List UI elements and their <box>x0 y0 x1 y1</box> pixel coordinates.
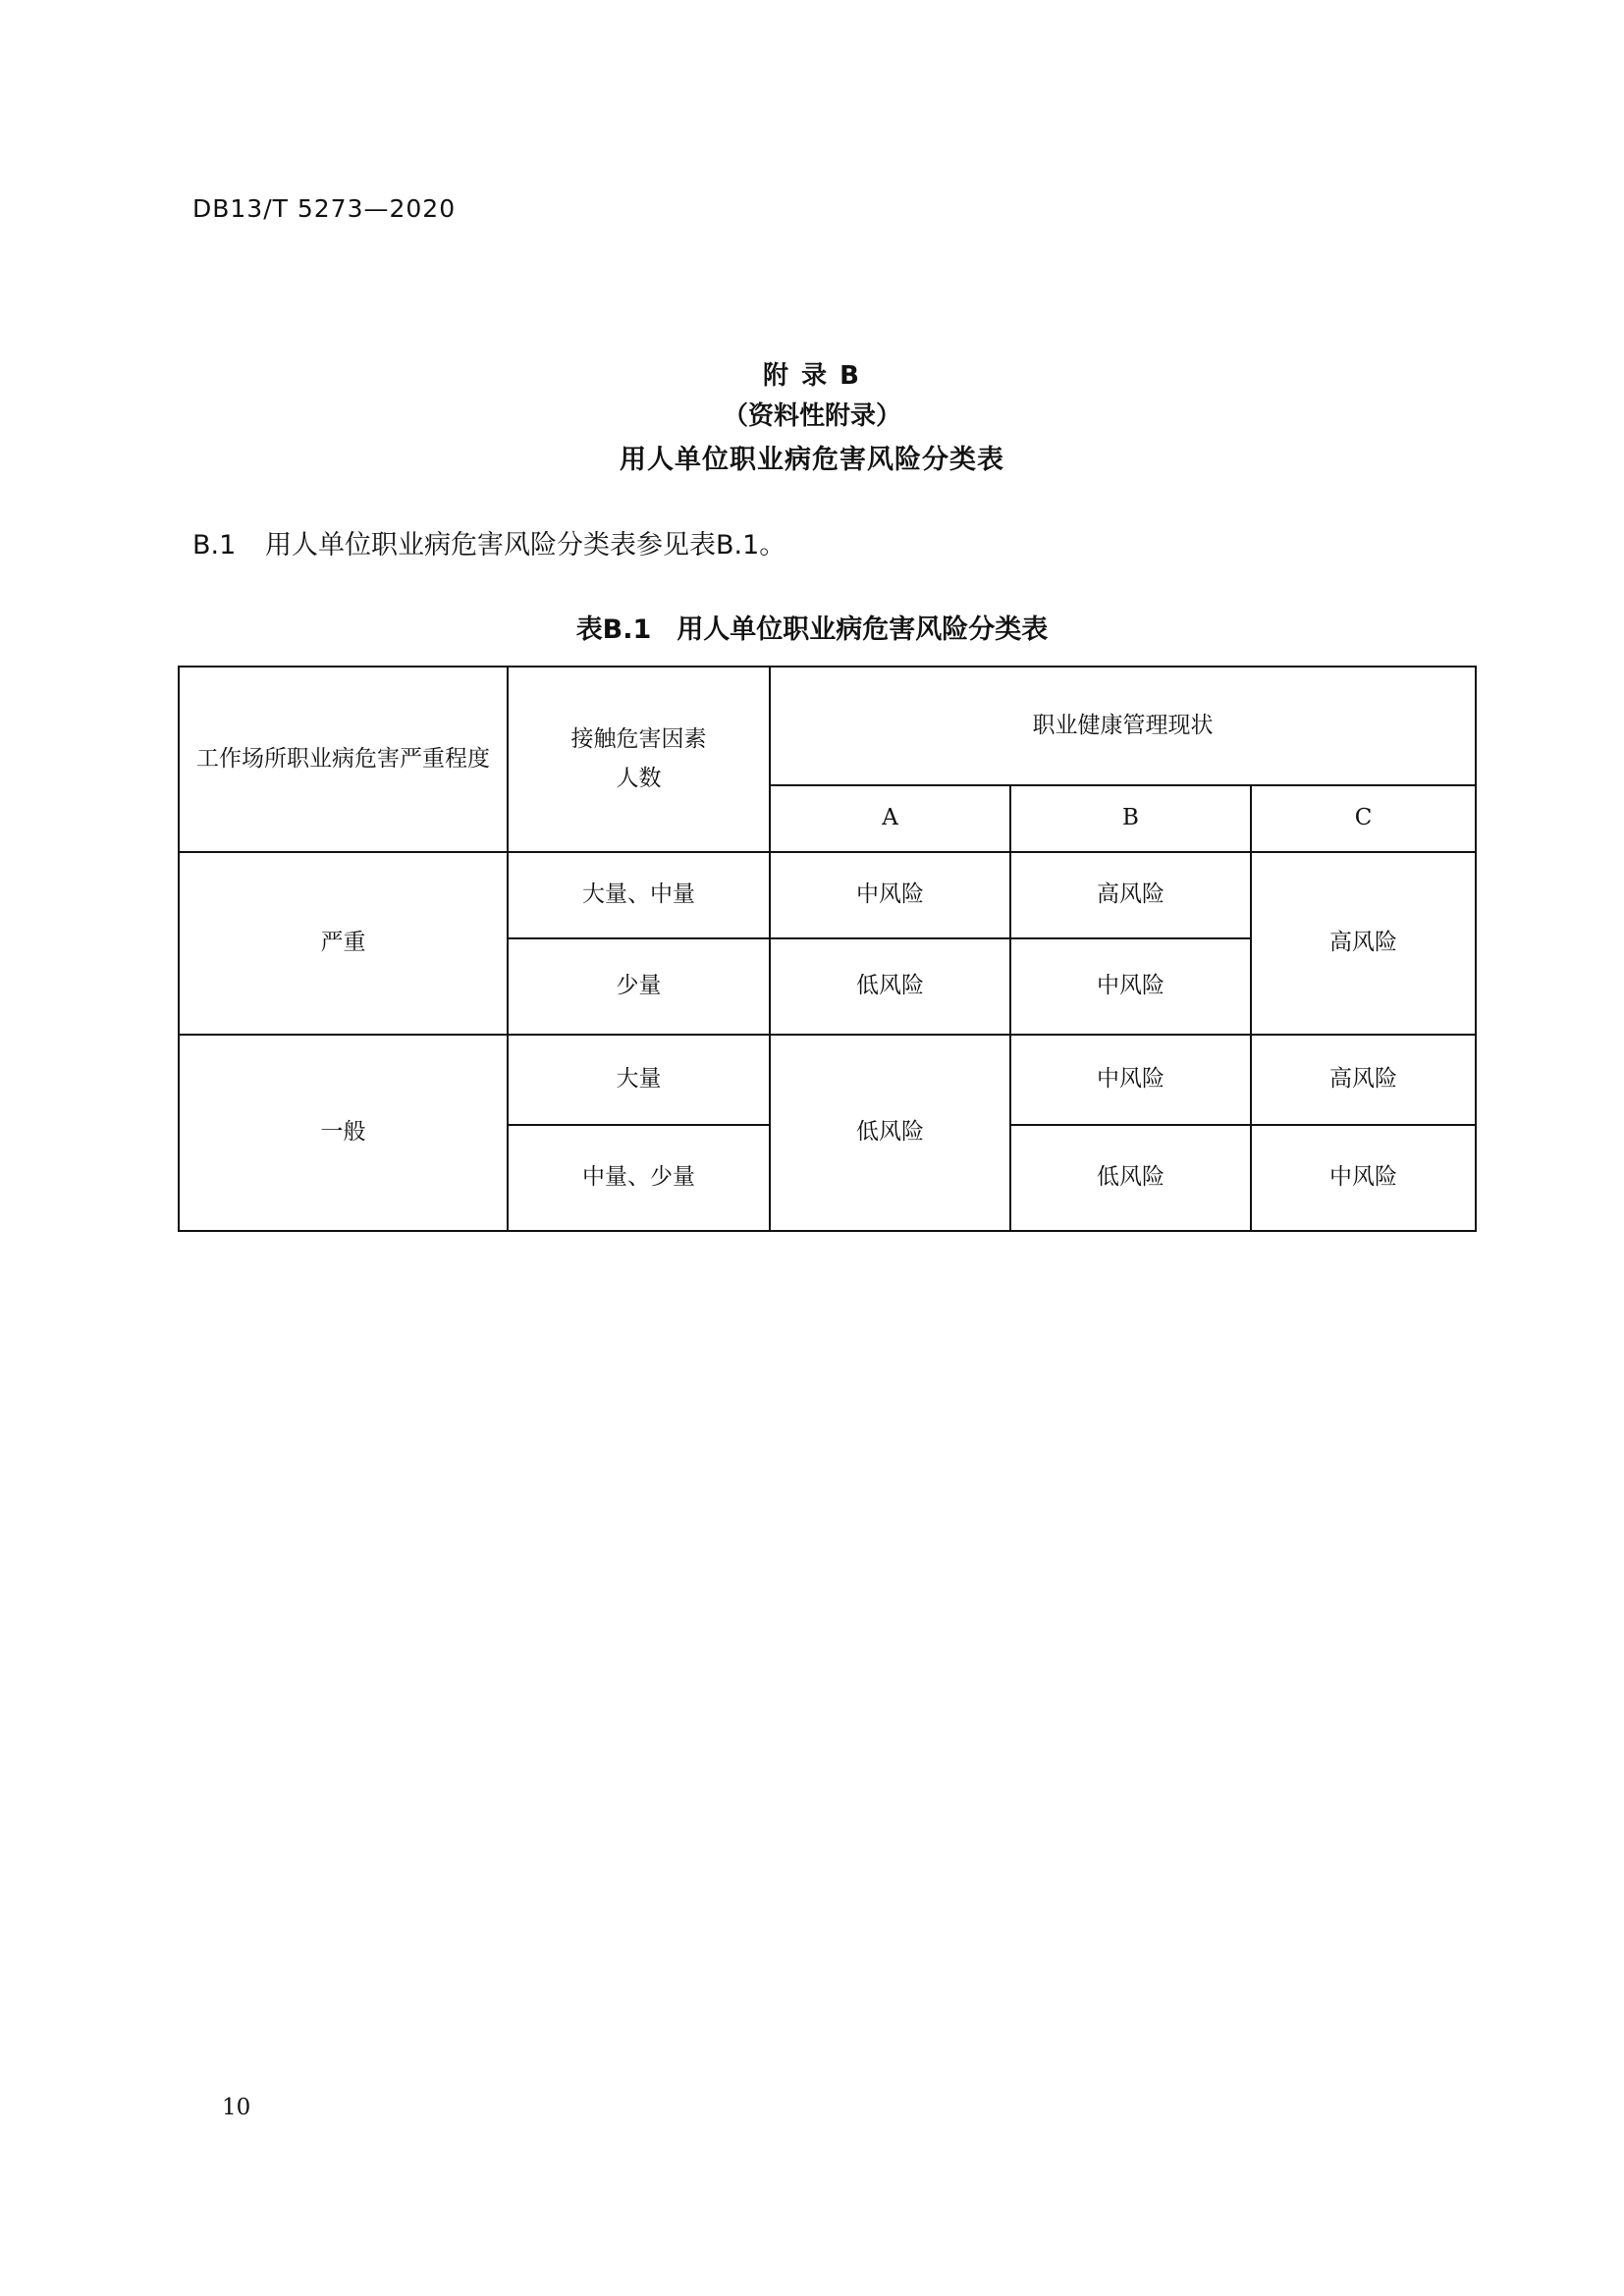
exposure-cell: 大量 <box>508 1035 770 1125</box>
table-caption-number: 表B.1 <box>575 614 652 645</box>
risk-cell-c: 高风险 <box>1251 852 1476 1035</box>
table-caption-title: 用人单位职业病危害风险分类表 <box>677 614 1049 645</box>
table-header-row <box>179 667 1476 785</box>
risk-cell-b: 低风险 <box>1010 1125 1251 1231</box>
risk-cell-a: 中风险 <box>770 852 1010 938</box>
header-severity: 工作场所职业病危害严重程度 <box>179 667 508 852</box>
header-col-b: B <box>1010 785 1251 852</box>
exposure-cell: 少量 <box>508 938 770 1035</box>
page-number: 10 <box>222 2095 251 2120</box>
appendix-nature: （资料性附录） <box>722 401 901 431</box>
table-caption <box>0 608 1624 646</box>
risk-cell-a: 低风险 <box>770 1035 1010 1231</box>
header-col-a: A <box>770 785 1010 852</box>
risk-cell-a: 低风险 <box>770 938 1010 1035</box>
severity-cell: 严重 <box>179 852 508 1035</box>
clause-b1 <box>192 523 785 561</box>
appendix-title: 附 录 B <box>763 361 861 391</box>
risk-cell-c: 中风险 <box>1251 1125 1476 1231</box>
risk-cell-b: 中风险 <box>1010 1035 1251 1125</box>
appendix-name: 用人单位职业病危害风险分类表 <box>620 445 1004 475</box>
risk-cell-b: 高风险 <box>1010 852 1251 938</box>
risk-cell-b: 中风险 <box>1010 938 1251 1035</box>
exposure-cell: 大量、中量 <box>508 852 770 938</box>
header-management: 职业健康管理现状 <box>770 667 1476 785</box>
header-exposure: 接触危害因素人数 <box>508 667 770 852</box>
clause-number: B.1 <box>192 530 237 561</box>
severity-cell: 一般 <box>179 1035 508 1231</box>
exposure-cell: 中量、少量 <box>508 1125 770 1231</box>
standard-code: DB13/T 5273—2020 <box>192 194 457 223</box>
table-row <box>179 1035 1476 1125</box>
risk-cell-c: 高风险 <box>1251 1035 1476 1125</box>
header-col-c: C <box>1251 785 1476 852</box>
table-row <box>179 852 1476 938</box>
risk-classification-table <box>178 666 1477 1232</box>
clause-text: 用人单位职业病危害风险分类表参见表B.1。 <box>265 530 786 561</box>
